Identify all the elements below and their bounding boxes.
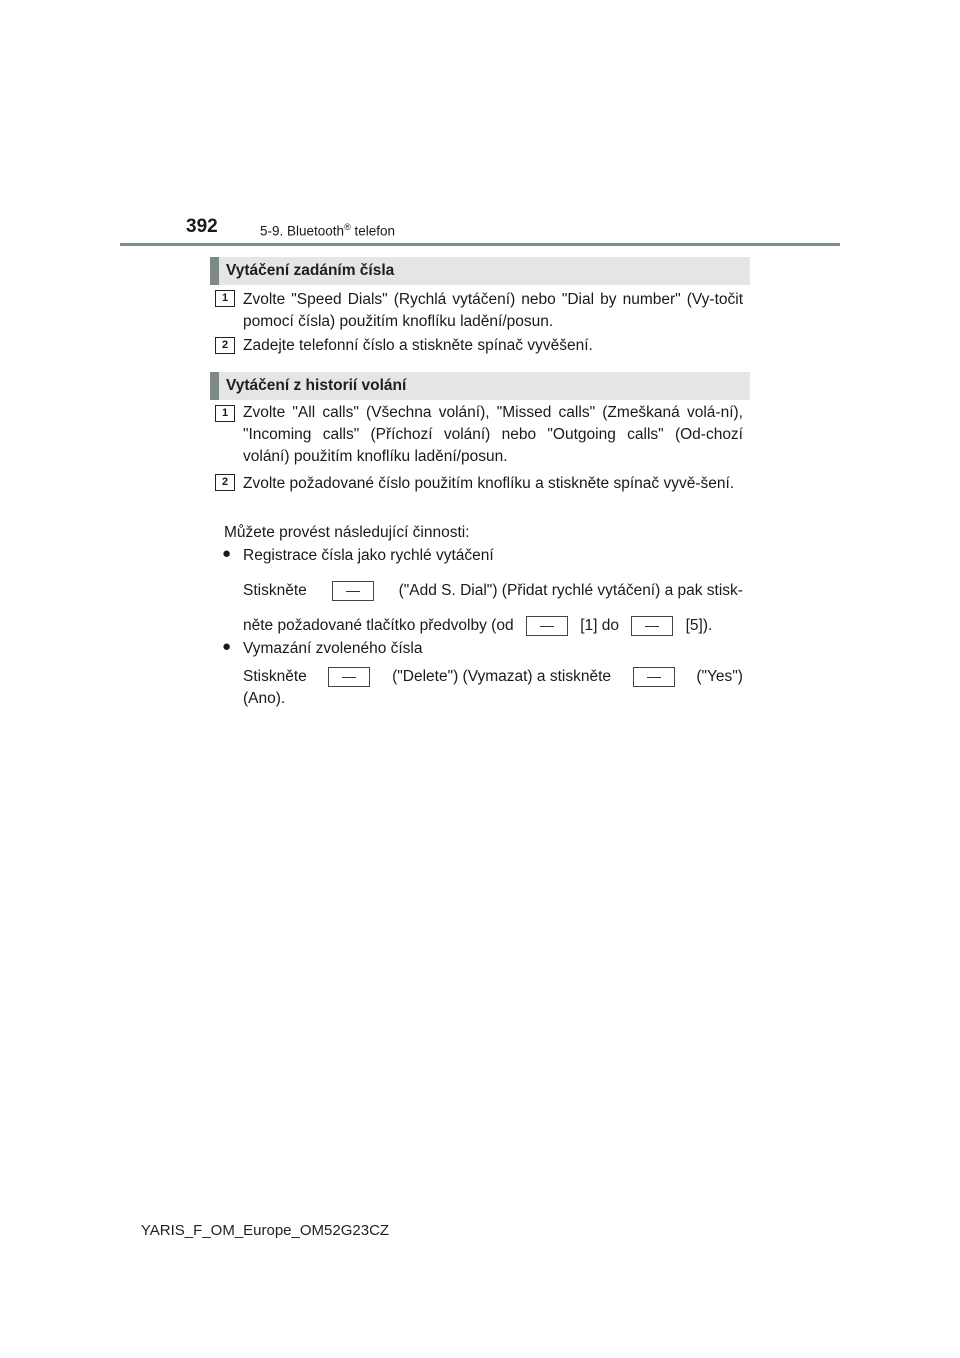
instruction-text: něte požadované tlačítko předvolby (od — [243, 617, 514, 634]
registered-mark: ® — [344, 222, 351, 232]
add-speed-dial-button-symbol — [332, 581, 374, 601]
bullet-icon: ● — [222, 638, 232, 655]
step-number-2: 2 — [215, 337, 235, 354]
preset-button-symbol — [631, 616, 673, 636]
delete-instruction-line2: (Ano). — [243, 690, 286, 707]
instruction-text: ("Delete") (Vymazat) a stiskněte — [392, 668, 611, 685]
step-text-1: Zvolte "All calls" (Všechna volání), "Missed calls" (Zmeškaná volá-ní), "Incoming calls" (Příchozí volání) nebo "Outgoing calls" (Od-chozí volání) použitím knoflíku ladění/posun. — [243, 404, 743, 465]
page-number: 392 — [186, 216, 218, 237]
instruction-text: Stiskněte — [243, 668, 307, 685]
register-instruction-line1 — [243, 580, 743, 602]
instruction-text: [5]). — [685, 617, 713, 634]
step-text-1: Zvolte "Speed Dials" (Rychlá vytáčení) nebo "Dial by number" (Vy-točit pomocí čísla) použitím knoflíku ladění/posun. — [243, 291, 743, 330]
yes-button-symbol — [633, 667, 675, 687]
delete-instruction-line1 — [243, 666, 743, 688]
bullet-title-delete-number: Vymazání zvoleného čísla — [243, 640, 423, 657]
section-title — [260, 222, 395, 239]
heading-dial-by-number: Vytáčení zadáním čísla — [210, 257, 750, 285]
section-title-suffix: telefon — [350, 223, 395, 239]
actions-intro: Můžete provést následující činnosti: — [224, 524, 470, 541]
step-text-2: Zvolte požadované číslo použitím knoflíku a stiskněte spínač vyvě-šení. — [243, 475, 735, 492]
delete-button-symbol — [328, 667, 370, 687]
step-number-1: 1 — [215, 405, 235, 422]
bullet-icon: ● — [222, 545, 232, 562]
preset-button-symbol — [526, 616, 568, 636]
instruction-text: [1] do — [580, 617, 619, 634]
instruction-text: ("Yes") — [696, 668, 743, 685]
instruction-text: ("Add S. Dial") (Přidat rychlé vytáčení) a pak stisk- — [398, 582, 743, 599]
header-divider — [120, 243, 840, 246]
step-text-2: Zadejte telefonní číslo a stiskněte spínač vyvěšení. — [243, 337, 593, 354]
document-code: YARIS_F_OM_Europe_OM52G23CZ — [140, 1222, 390, 1239]
bullet-title-register-speed-dial: Registrace čísla jako rychlé vytáčení — [243, 547, 494, 564]
heading-dial-from-history: Vytáčení z historií volání — [210, 372, 750, 400]
step-number-1: 1 — [215, 290, 235, 307]
instruction-text: Stiskněte — [243, 582, 307, 599]
section-title-prefix: 5-9. Bluetooth — [260, 223, 345, 239]
step-number-2: 2 — [215, 474, 235, 491]
register-instruction-line2 — [243, 615, 743, 637]
footer — [0, 1222, 960, 1239]
